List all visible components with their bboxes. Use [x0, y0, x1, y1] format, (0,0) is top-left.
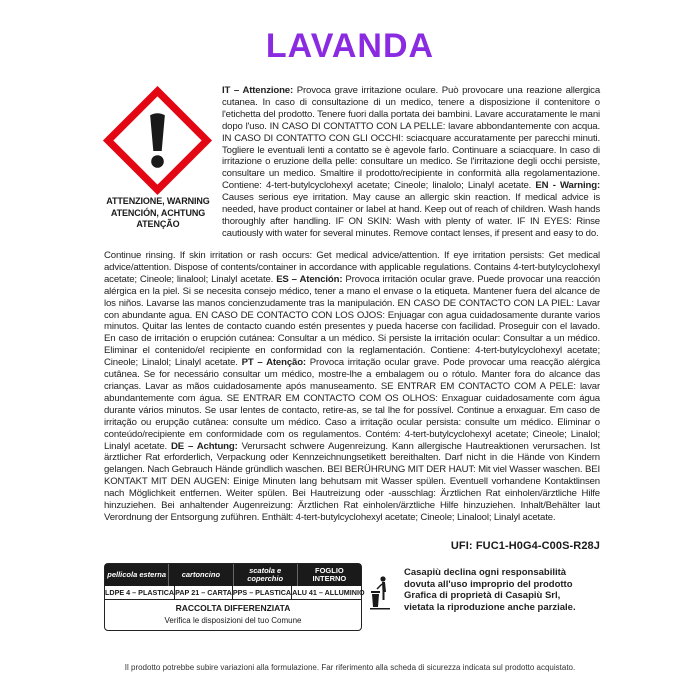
disclaimer-line: Grafica di proprietà di Casapiù Srl, [404, 590, 561, 601]
es-heading: ES – Atención: [276, 273, 343, 285]
de-heading: DE – Achtung: [170, 440, 238, 452]
en-heading: EN - Warning: [535, 180, 600, 192]
disclaimer-text [404, 567, 614, 613]
exclamation-mark-hazard-icon [105, 88, 210, 193]
it-heading: IT – Attenzione: [222, 85, 294, 96]
de-body: Verursacht schwere Augenreizung. Kann allergische Hautreaktionen verursachen. Ist ärztlicher Rat erforderlich, Verpackung oder Kennzeichnungsetikett bereithalten. Darf nicht in die Hände von Kindern gelangen. Nach Gebrauch Hände gründlich waschen. BEI BERÜHRUNG MIT DER HAUT: Mit viel Wasser waschen. BEI KONTAKT MIT DEN AUGEN: Einige Minuten lang behutsam mit Wasser spülen. Eventuell vorhandene Kontaktlinsen nach Möglichkeit entfernen. Weiter spülen. Bei Hautreizung oder -ausschlag: Ärztlichen Rat einholen/ärztliche Hilfe hinzuziehen. Bei anhaltender Augenreizung: Ärztlichen Rat einholen/ärztliche Hilfe hinzuziehen. Inhalt/Behälter laut Verordnung der Entsorgung zuführen. Enthält: 4-tert-butylcyclohexyl acetate; Cineole; Linalool; Linalyl acetate. [104, 440, 600, 523]
packaging-header: FOGLIO INTERNO [312, 565, 347, 583]
disclaimer-line: Casapiù declina ogni responsabilità [404, 567, 567, 578]
collection-title: RACCOLTA DIFFERENZIATA [175, 603, 291, 613]
safety-text-upper [222, 85, 600, 240]
pt-body: Provoca irritação ocular grave. Pode provocar uma reacção alérgica cutânea. Se for necessário consultar um médico, mostre-lhe a embalagem ou o rótulo. Manter fora do alcance das crianças. Lavar as mãos cuidadosamente após manuseamento. SE ENTRAR EM CONTACTO COM A PELE: lavar abundantemente com água. SE ENTRAR EM CONTACTO COM OS OLHOS: Enxaguar cuidadosamente com água durante vários minutos. Se usar lentes de contacto, retire-as, se tal lhe for possível. Continue a enxaguar. Em caso de irritação ou erupção cutânea: consulte um médico. Caso a irritação ocular persista: consulte um médico. Eliminar o conteúdo/recipiente em conformidade com os regulamentos. Contém: 4-tert-butylcyclohexyl acetate; Cineole; Linalol; Linalyl acetate. [104, 357, 601, 452]
product-title: LAVANDA [265, 27, 435, 65]
packaging-code: ALU 41 – ALLUMINIO [292, 588, 365, 597]
packaging-disposal-table [104, 563, 365, 631]
es-body: Provoca irritación ocular grave. Puede provocar una reacción alérgica en la piel. Si se necesita consejo médico, tener a mano el envase o la etiqueta. Mantener fuera del alcance de los niños. Lavarse las manos concienzudamente tras la manipulación. EN CASO DE CONTACTO CON LA PIEL: Lavar con abundante agua. EN CASO DE CONTACTO CON LOS OJOS: Enjuagar con agua cuidadosamente durante varios minutos. Quitar las lentes de contacto cuando estén presentes y pueda hacerse con facilidad. Proseguir con el lavado. En caso de irritación o erupción cutánea: Consultar a un médico. Si persiste la irritación ocular: Consultar a un médico. Eliminar el contenido/el recipiente en conformidad con la reglamentación. Contiene: 4-tert-butylcyclohexyl acetate; Cineole; Linalol; Linalyl acetate. [104, 273, 600, 369]
collection-note: Verifica le disposizioni del tuo Comune [164, 616, 302, 625]
hazard-caption [98, 196, 218, 231]
hazard-caption-line: ATTENZIONE, WARNING [106, 196, 210, 206]
en-body-top: Causes serious eye irritation. May cause an allergic skin reaction. If medical advice is needed, have product container or label at hand. Keep out of reach of children. Wash hands thoroughly after handling. IF ON SKIN: Wash with plenty of water. IF IN EYES: Rinse cautiously with water for several minutes. Remove contact lenses, if present and easy to do. [222, 192, 600, 239]
footer-note: Il prodotto potrebbe subire variazioni alla formulazione. Far riferimento alla scheda di sicurezza indicata sul prodotto acquistato. [124, 663, 576, 672]
safety-text-lower [104, 250, 600, 524]
collection-note-block [105, 602, 361, 626]
packaging-header: scatola e coperchio [234, 564, 298, 586]
pt-heading: PT – Atenção: [241, 357, 306, 369]
disclaimer-line: vietata la riproduzione anche parziale. [404, 601, 576, 613]
en-body-rest: Continue rinsing. If skin irritation or rash occurs: Get medical advice/attention. If eye irritation persists: Get medical advice/attention. Dispose of contents/container in accordance with applicable regulations. Contains 4-tert-butylcyclohexyl acetate; Cineole; linalool; Linalyl acetate. [104, 250, 600, 285]
hazard-caption-line: ATENÇÃO [136, 219, 180, 229]
packaging-code: LDPE 4 – PLASTICA [105, 588, 175, 597]
disclaimer-line: dovuta all'uso improprio del prodotto [404, 578, 573, 590]
ufi-code: UFI: FUC1-H0G4-C00S-R28J [450, 540, 600, 552]
it-body: Provoca grave irritazione oculare. Può provocare una reazione allergica cutanea. In caso di consultazione di un medico, tenere a disposizione il contenitore o l'etichetta del prodotto. Tenere fuori dalla portata dei bambini. Lavare accuratamente le mani dopo l'uso. IN CASO DI CONTATTO CON LA PELLE: lavare abbondantemente con acqua. IN CASO DI CONTATTO CON GLI OCCHI: sciacquare accuratamente per parecchi minuti. Togliere le eventuali lenti a contatto se è agevole farlo. Continuare a sciacquare. In caso di irritazione o eruzione della pelle: consultare un medico. Se l'irritazione degli occhi persiste, consultare un medico. Smaltire il prodotto/recipiente in conformità alla regolamentazione. Contiene: 4-tert-butylcyclohexyl acetate; Cineole; linalolo; Linalyl acetate. [222, 85, 600, 192]
packaging-header-row [105, 564, 361, 586]
packaging-header: pellicola esterna [105, 564, 169, 586]
recycle-bin-person-icon [368, 576, 392, 610]
packaging-header: cartoncino [169, 564, 233, 586]
packaging-codes-row [105, 586, 365, 600]
hazard-caption-line: ATENCIÓN, ACHTUNG [110, 207, 206, 218]
packaging-code: PPS – PLASTICA [232, 588, 292, 597]
packaging-code: PAP 21 – CARTA [175, 588, 232, 597]
